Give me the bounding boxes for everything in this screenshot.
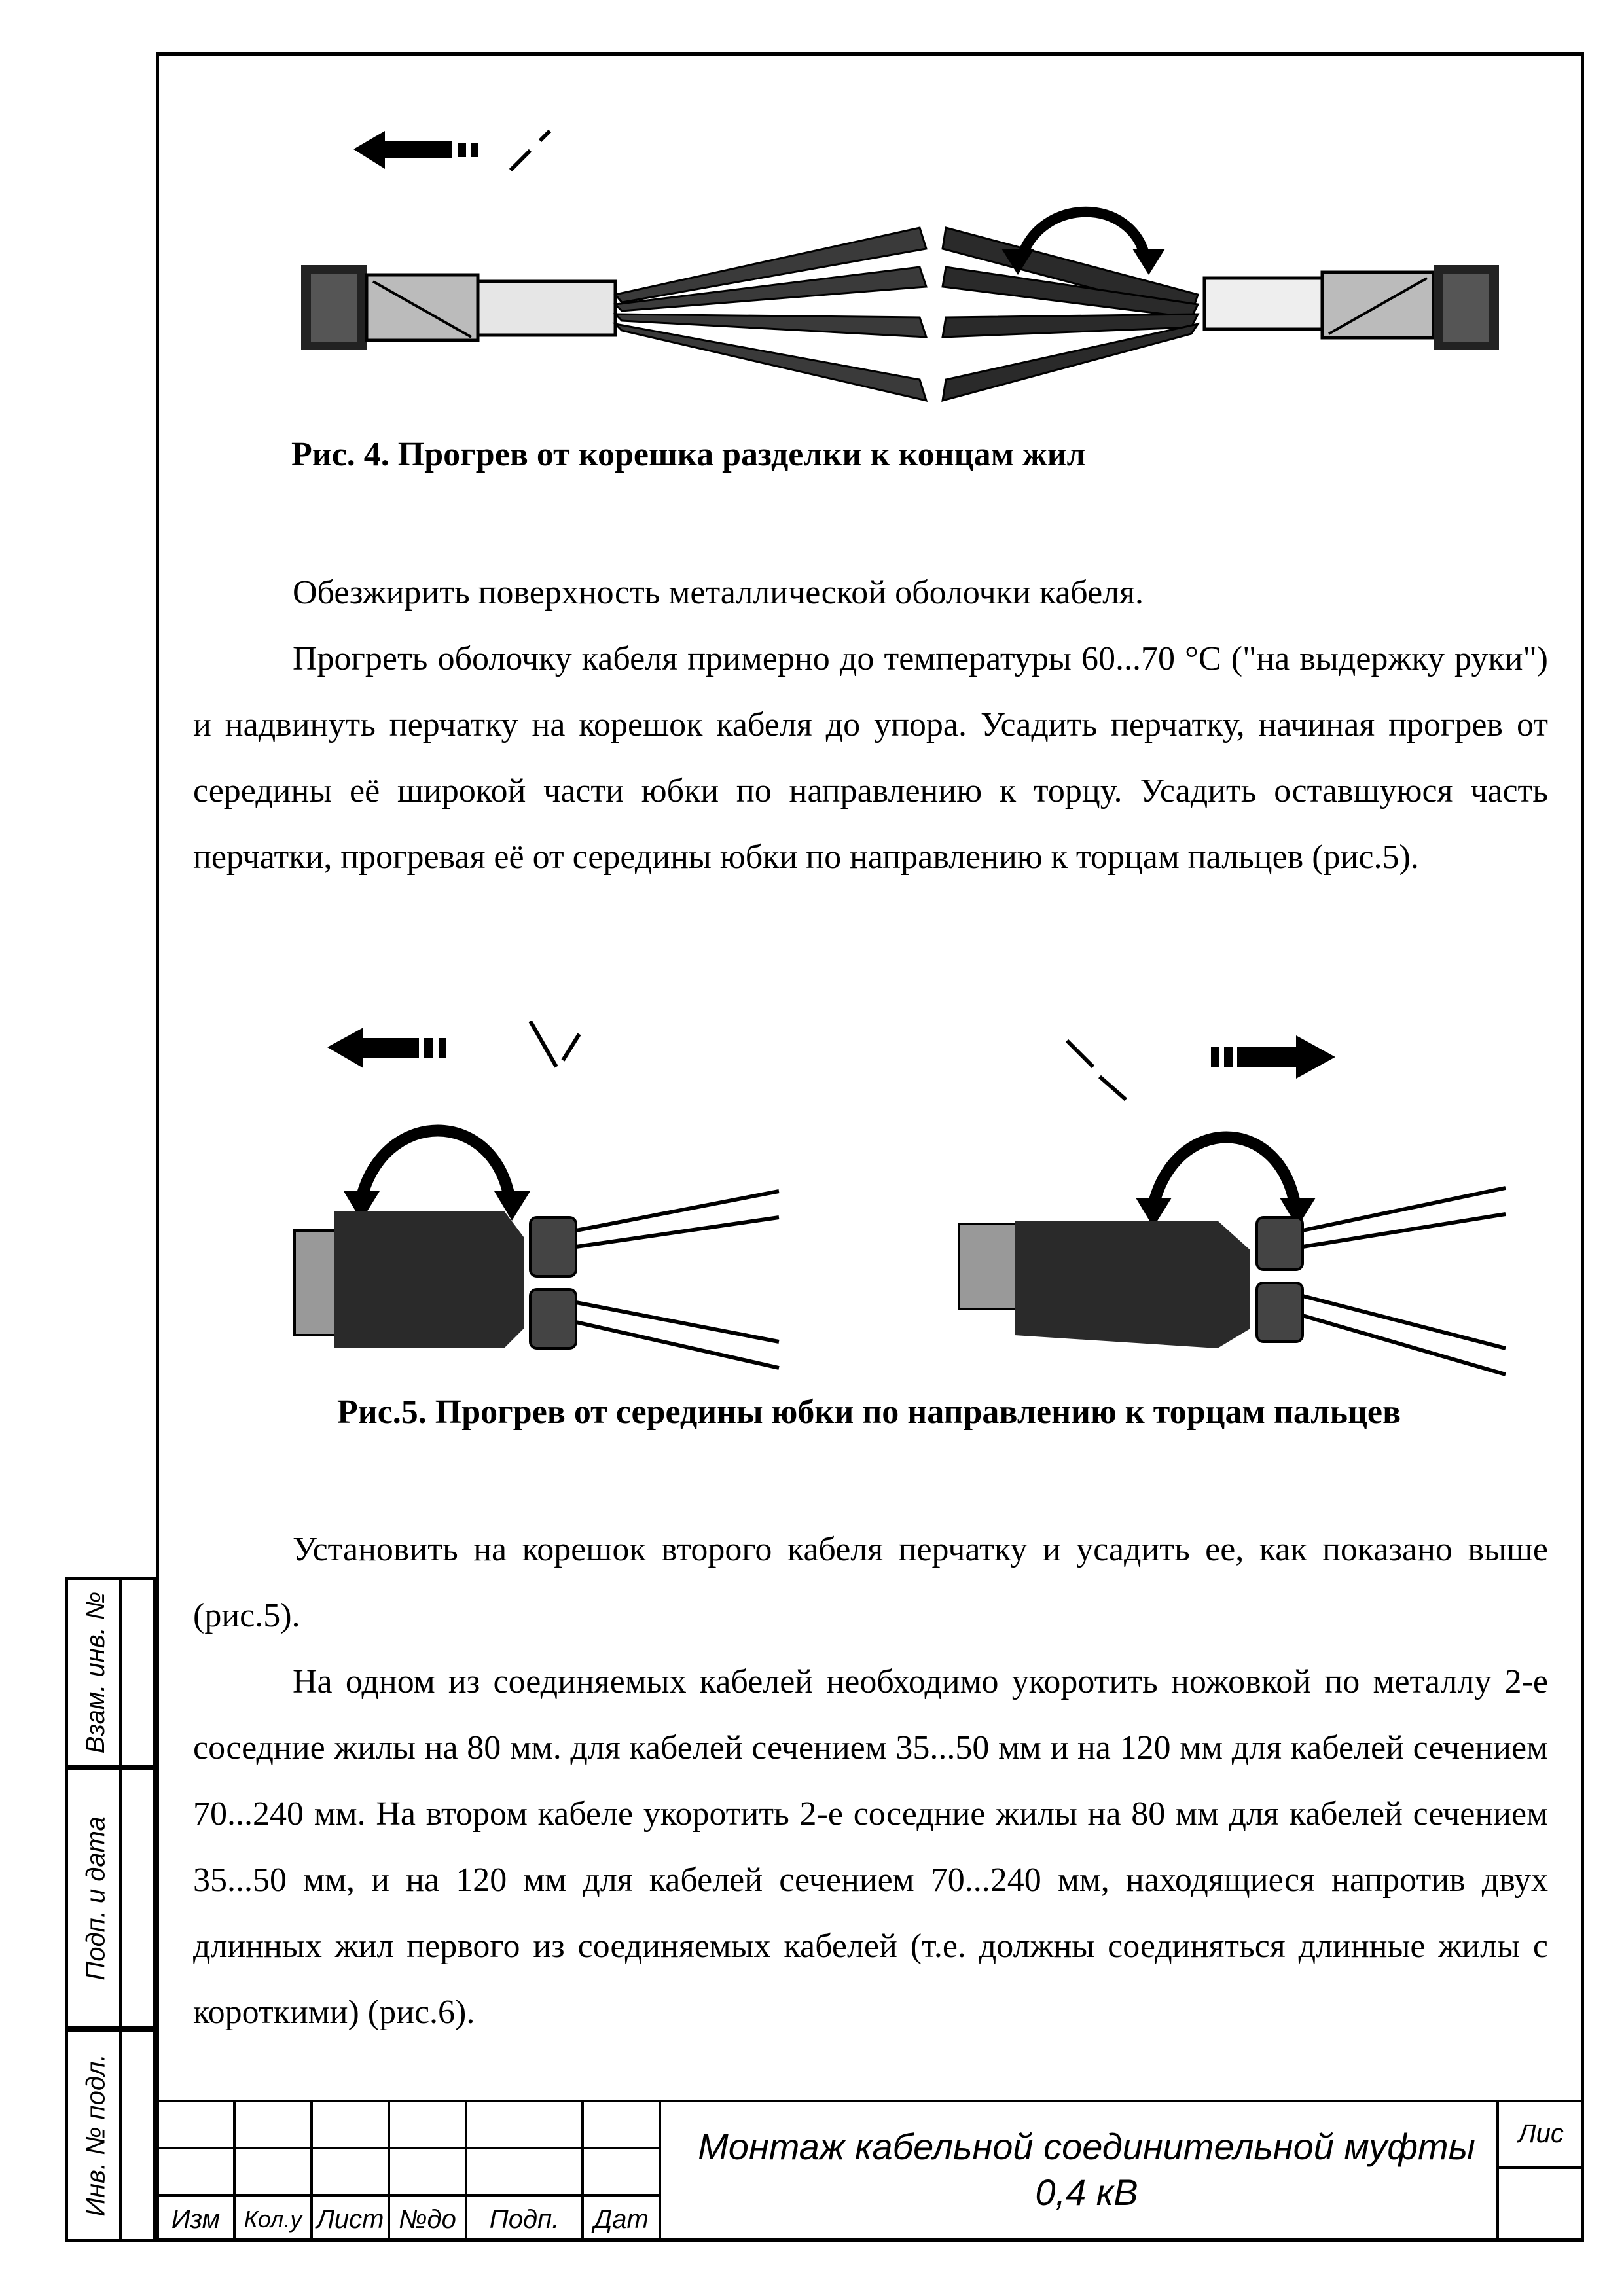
side-stamp-vzam-label: Взам. инв. №	[81, 1591, 111, 1753]
title-block-col-podp: Подп.	[489, 2204, 560, 2234]
paragraph-shorten-conductors: На одном из соединяемых кабелей необходимо укоротить ножовкой по металлу 2-е соседние жилы на 80 мм. для кабелей сечением 35...50 мм и на 120 мм для кабелей сечением 70...240 мм. На втором кабеле укоротить 2-е соседние жилы на 80 мм для кабелей сечением 35...50 мм, и на 120 мм для кабелей сечением 70...240 мм, находящиеся напротив двух длинных жил первого из соединяемых кабелей (т.е. должны соединяться длинные жилы с короткими) (рис.6).	[193, 1663, 1548, 2031]
figure-5-caption: Рис.5. Прогрев от середины юбки по направлению к торцам пальцев	[337, 1393, 1401, 1431]
title-block-col-ndok: №до	[399, 2204, 456, 2234]
title-block-sheet-label: Лис	[1518, 2119, 1564, 2148]
title-block-col-data: Дат	[594, 2204, 649, 2234]
paragraph-heat-shrink: Прогреть оболочку кабеля примерно до температуры 60...70 °С ("на выдержку руки") и надвинуть перчатку на корешок кабеля до упора. Усадить перчатку, начиная прогрев от середины её широкой части юбки по направлению к торцу. Усадить оставшуюся часть перчатки, прогревая её от середины юбки по направлению к торцам пальцев (рис.5).	[193, 640, 1548, 876]
title-block-col-list: Лист	[316, 2204, 384, 2234]
side-stamp-podp-label: Подп. и дата	[81, 1816, 111, 1981]
torch-icon	[511, 131, 550, 170]
title-block-col-kolu: Кол.у	[244, 2206, 302, 2233]
paragraph-degrease: Обезжирить поверхность металлической оболочки кабеля.	[293, 574, 1144, 611]
direction-arrow-left-icon	[327, 1028, 446, 1068]
figure-5-right-illustration	[956, 1021, 1519, 1388]
torch-icon	[530, 1021, 579, 1067]
paragraph-install-glove: Установить на корешок второго кабеля перчатку и усадить ее, как показано выше (рис.5).	[193, 1531, 1548, 1634]
document-title-line-2: 0,4 кВ	[1035, 2172, 1138, 2213]
document-title-line-1: Монтаж кабельной соединительной муфты	[698, 2126, 1475, 2167]
side-stamp-inv-label: Инв. № подл.	[81, 2054, 111, 2217]
torch-icon	[1067, 1041, 1126, 1100]
figure-4-cable-illustration	[281, 118, 1584, 432]
figure-4-caption: Рис. 4. Прогрев от корешка разделки к концам жил	[291, 436, 1086, 473]
document-title	[664, 2124, 1509, 2215]
direction-arrow-left-icon	[353, 131, 478, 169]
figure-5-left-illustration	[281, 1021, 792, 1388]
direction-arrow-right-icon	[1211, 1035, 1335, 1079]
title-block-col-izm: Изм	[171, 2204, 221, 2234]
